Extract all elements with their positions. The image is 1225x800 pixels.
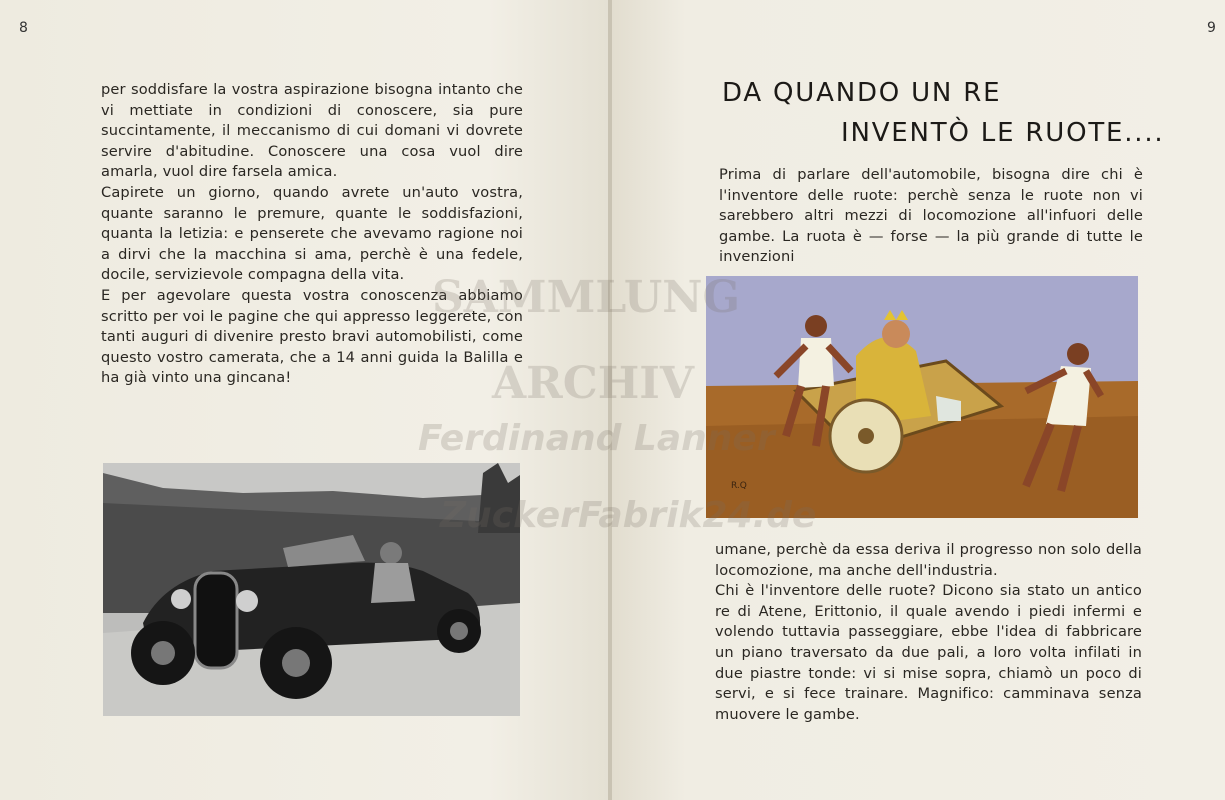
watermark-line2: ARCHIV — [492, 358, 695, 409]
right-page-body-text — [715, 540, 1142, 725]
right-page — [612, 0, 1225, 800]
watermark-line4: ZuckerFabrik24.de — [440, 495, 817, 536]
illustration-signature: R.Q — [731, 481, 747, 491]
paragraph: Prima di parlare dell'automobile, bisogna dire chi è l'inventore delle ruote: perchè senza le ruote non vi sarebbero altri mezzi di locomozione all'infuori delle gambe. La ruota è — forse — la più grande di tutte le invenzioni — [719, 166, 1143, 266]
chapter-heading-line1: DA QUANDO UN RE — [722, 78, 1002, 108]
paragraph: Capirete un giorno, quando avrete un'auto vostra, quante saranno le premure, quante le soddisfazioni, quanta la letizia: e penserete che avevamo ragione noi a dirvi che la macchina si ama, perchè è una fedele, docile, servizievole compagna della vita. — [101, 183, 523, 284]
paragraph: umane, perchè da essa deriva il progresso non solo della locomozione, ma anche dell'industria. — [715, 541, 1142, 579]
paragraph: E per agevolare questa vostra conoscenza abbiamo scritto per voi le pagine che qui appresso leggerete, con tanti auguri di divenire presto bravi automobilisti, come questo vostro camerata, che a 14 anni guida la Balilla e ha già vinto una gincana! — [101, 286, 523, 387]
watermark-line3: Ferdinand Lanner — [418, 418, 775, 459]
wheel-illustration — [706, 276, 1138, 518]
car-photo — [103, 463, 520, 716]
paragraph: Chi è l'inventore delle ruote? Dicono sia stato un antico re di Atene, Erittonio, il quale avendo i piedi infermi e volendo tuttavia passeggiare, ebbe l'idea di fabbricare un piano traversato da due pali, a loro volta infilati in due piastre tonde: vi si mise sopra, chiamò un poco di servi, e si fece trainare. Magnifico: camminava senza muovere le gambe. — [715, 582, 1142, 723]
watermark-line1: SAMMLUNG — [432, 272, 741, 323]
paragraph: per soddisfare la vostra aspirazione bisogna intanto che vi mettiate in condizioni di conoscere, sia pure succintamente, il meccanismo di cui domani vi dovrete servire d'abitudine. Conoscere una cosa vuol dire amarla, vuol dire farsela amica. — [101, 81, 523, 181]
page-number-left: 8 — [19, 20, 28, 36]
chapter-heading-line2: INVENTÒ LE RUOTE.... — [841, 118, 1165, 148]
left-page-text — [101, 80, 523, 389]
page-number-right: 9 — [1207, 20, 1216, 36]
left-page — [0, 0, 610, 800]
right-page-intro-text — [719, 165, 1143, 268]
